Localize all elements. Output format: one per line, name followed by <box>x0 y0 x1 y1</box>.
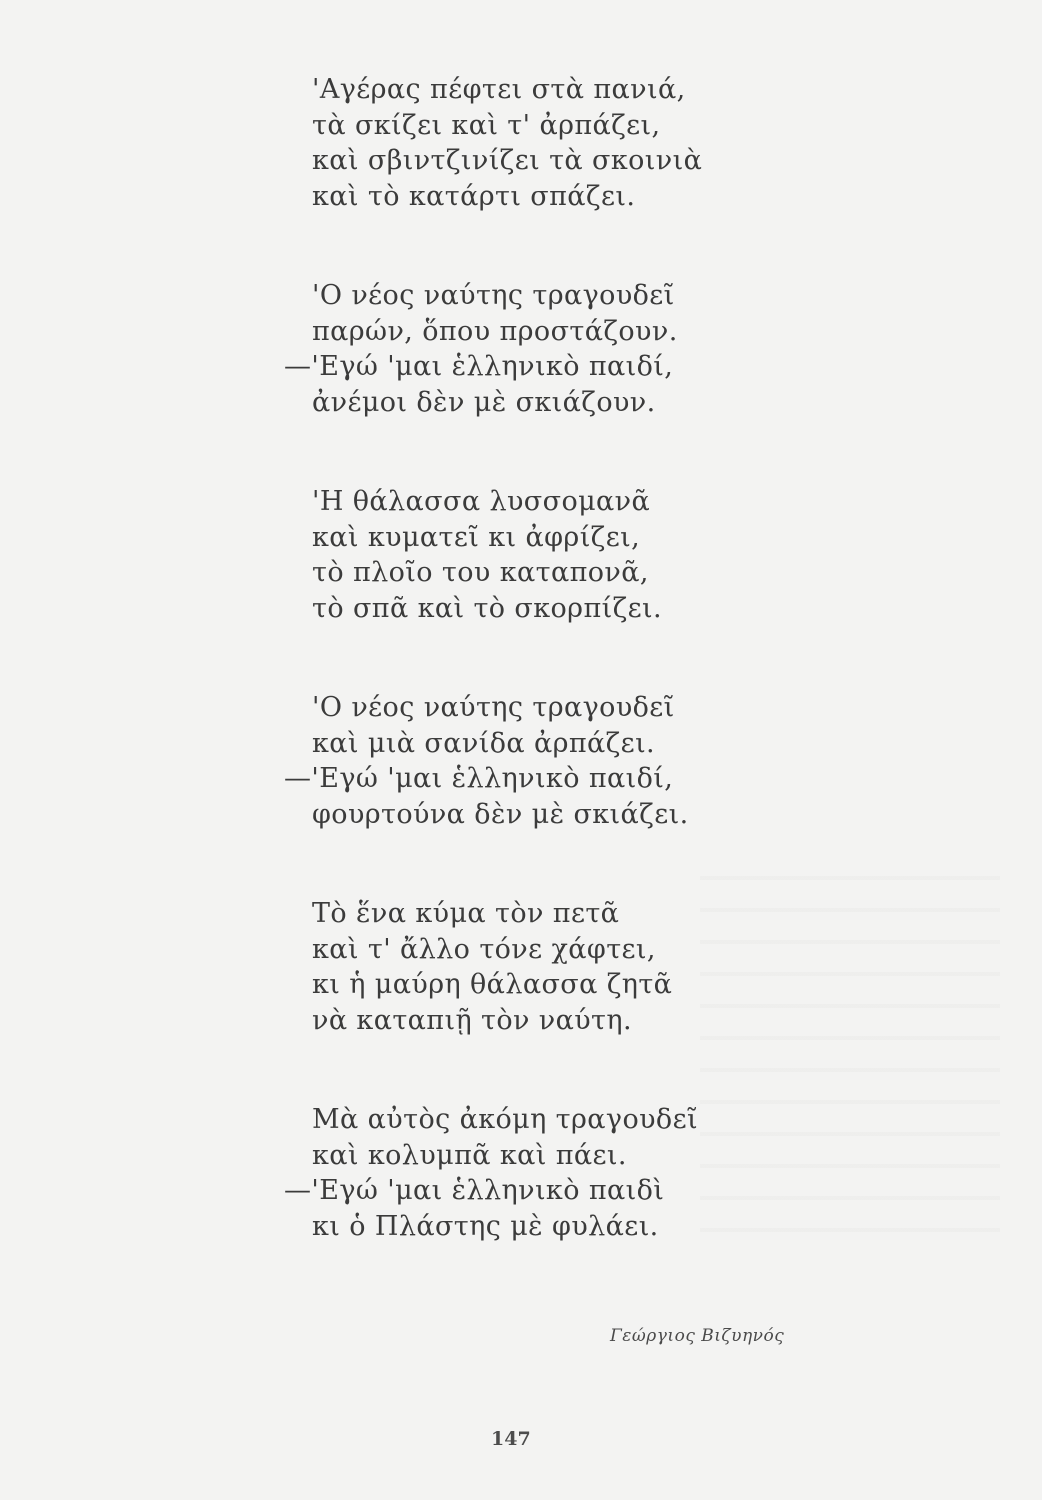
verse-line: καὶ κολυμπᾶ καὶ πάει. <box>312 1139 627 1171</box>
verse-line: 'Η θάλασσα λυσσομανᾶ <box>312 486 651 517</box>
verse-line: —'Εγώ 'μαι ἑλληνικὸ παιδὶ <box>284 1175 665 1206</box>
verse-line: κι ὁ Πλάστης μὲ φυλάει. <box>312 1210 659 1242</box>
verse-line: —'Εγώ 'μαι ἑλληνικὸ παιδί, <box>284 763 674 794</box>
verse-line: 'Ο νέος ναύτης τραγουδεῖ <box>312 692 675 723</box>
verse-line: φουρτούνα δὲν μὲ σκιάζει. <box>312 798 689 830</box>
verse-line: 'Ο νέος ναύτης τραγουδεῖ <box>312 280 675 311</box>
author-signature: Γεώργιος Βιζυηνός <box>610 1326 785 1346</box>
verse-line: καὶ τ' ἄλλο τόνε χάφτει, <box>312 933 656 965</box>
verse-line: τὸ σπᾶ καὶ τὸ σκορπίζει. <box>312 592 662 624</box>
verse-line: —'Εγώ 'μαι ἑλληνικὸ παιδί, <box>284 351 674 382</box>
verse-line: 'Αγέρας πέφτει στὰ πανιά, <box>312 74 686 105</box>
verse-line: τὰ σκίζει καὶ τ' ἀρπάζει, <box>312 109 661 141</box>
verse-line: τὸ πλοῖο του καταπονᾶ, <box>312 557 649 588</box>
stanza-3 <box>312 484 932 626</box>
stanza-1 <box>312 72 932 214</box>
verse-line: Τὸ ἕνα κύμα τὸν πετᾶ <box>312 898 620 929</box>
verse-line: ἀνέμοι δὲν μὲ σκιάζουν. <box>312 386 656 418</box>
verse-line: Μὰ αὐτὸς ἀκόμη τραγουδεῖ <box>312 1104 698 1135</box>
stanza-4 <box>284 690 932 832</box>
verse-line: παρών, ὅπου προστάζουν. <box>312 315 678 347</box>
verse-line: καὶ τὸ κατάρτι σπάζει. <box>312 180 636 212</box>
stanza-5 <box>312 896 932 1038</box>
page-number: 147 <box>491 1428 531 1450</box>
poem <box>284 72 932 1244</box>
stanza-2 <box>284 278 932 420</box>
verse-line: καὶ σβιντζινίζει τὰ σκοινιὰ <box>312 145 703 176</box>
verse-line: νὰ καταπιῇ τὸν ναύτη. <box>312 1004 632 1036</box>
verse-line: κι ἡ μαύρη θάλασσα ζητᾶ <box>312 969 673 1000</box>
verse-line: καὶ μιὰ σανίδα ἀρπάζει. <box>312 727 656 759</box>
verse-line: καὶ κυματεῖ κι ἀφρίζει, <box>312 521 641 553</box>
stanza-6 <box>284 1102 932 1244</box>
